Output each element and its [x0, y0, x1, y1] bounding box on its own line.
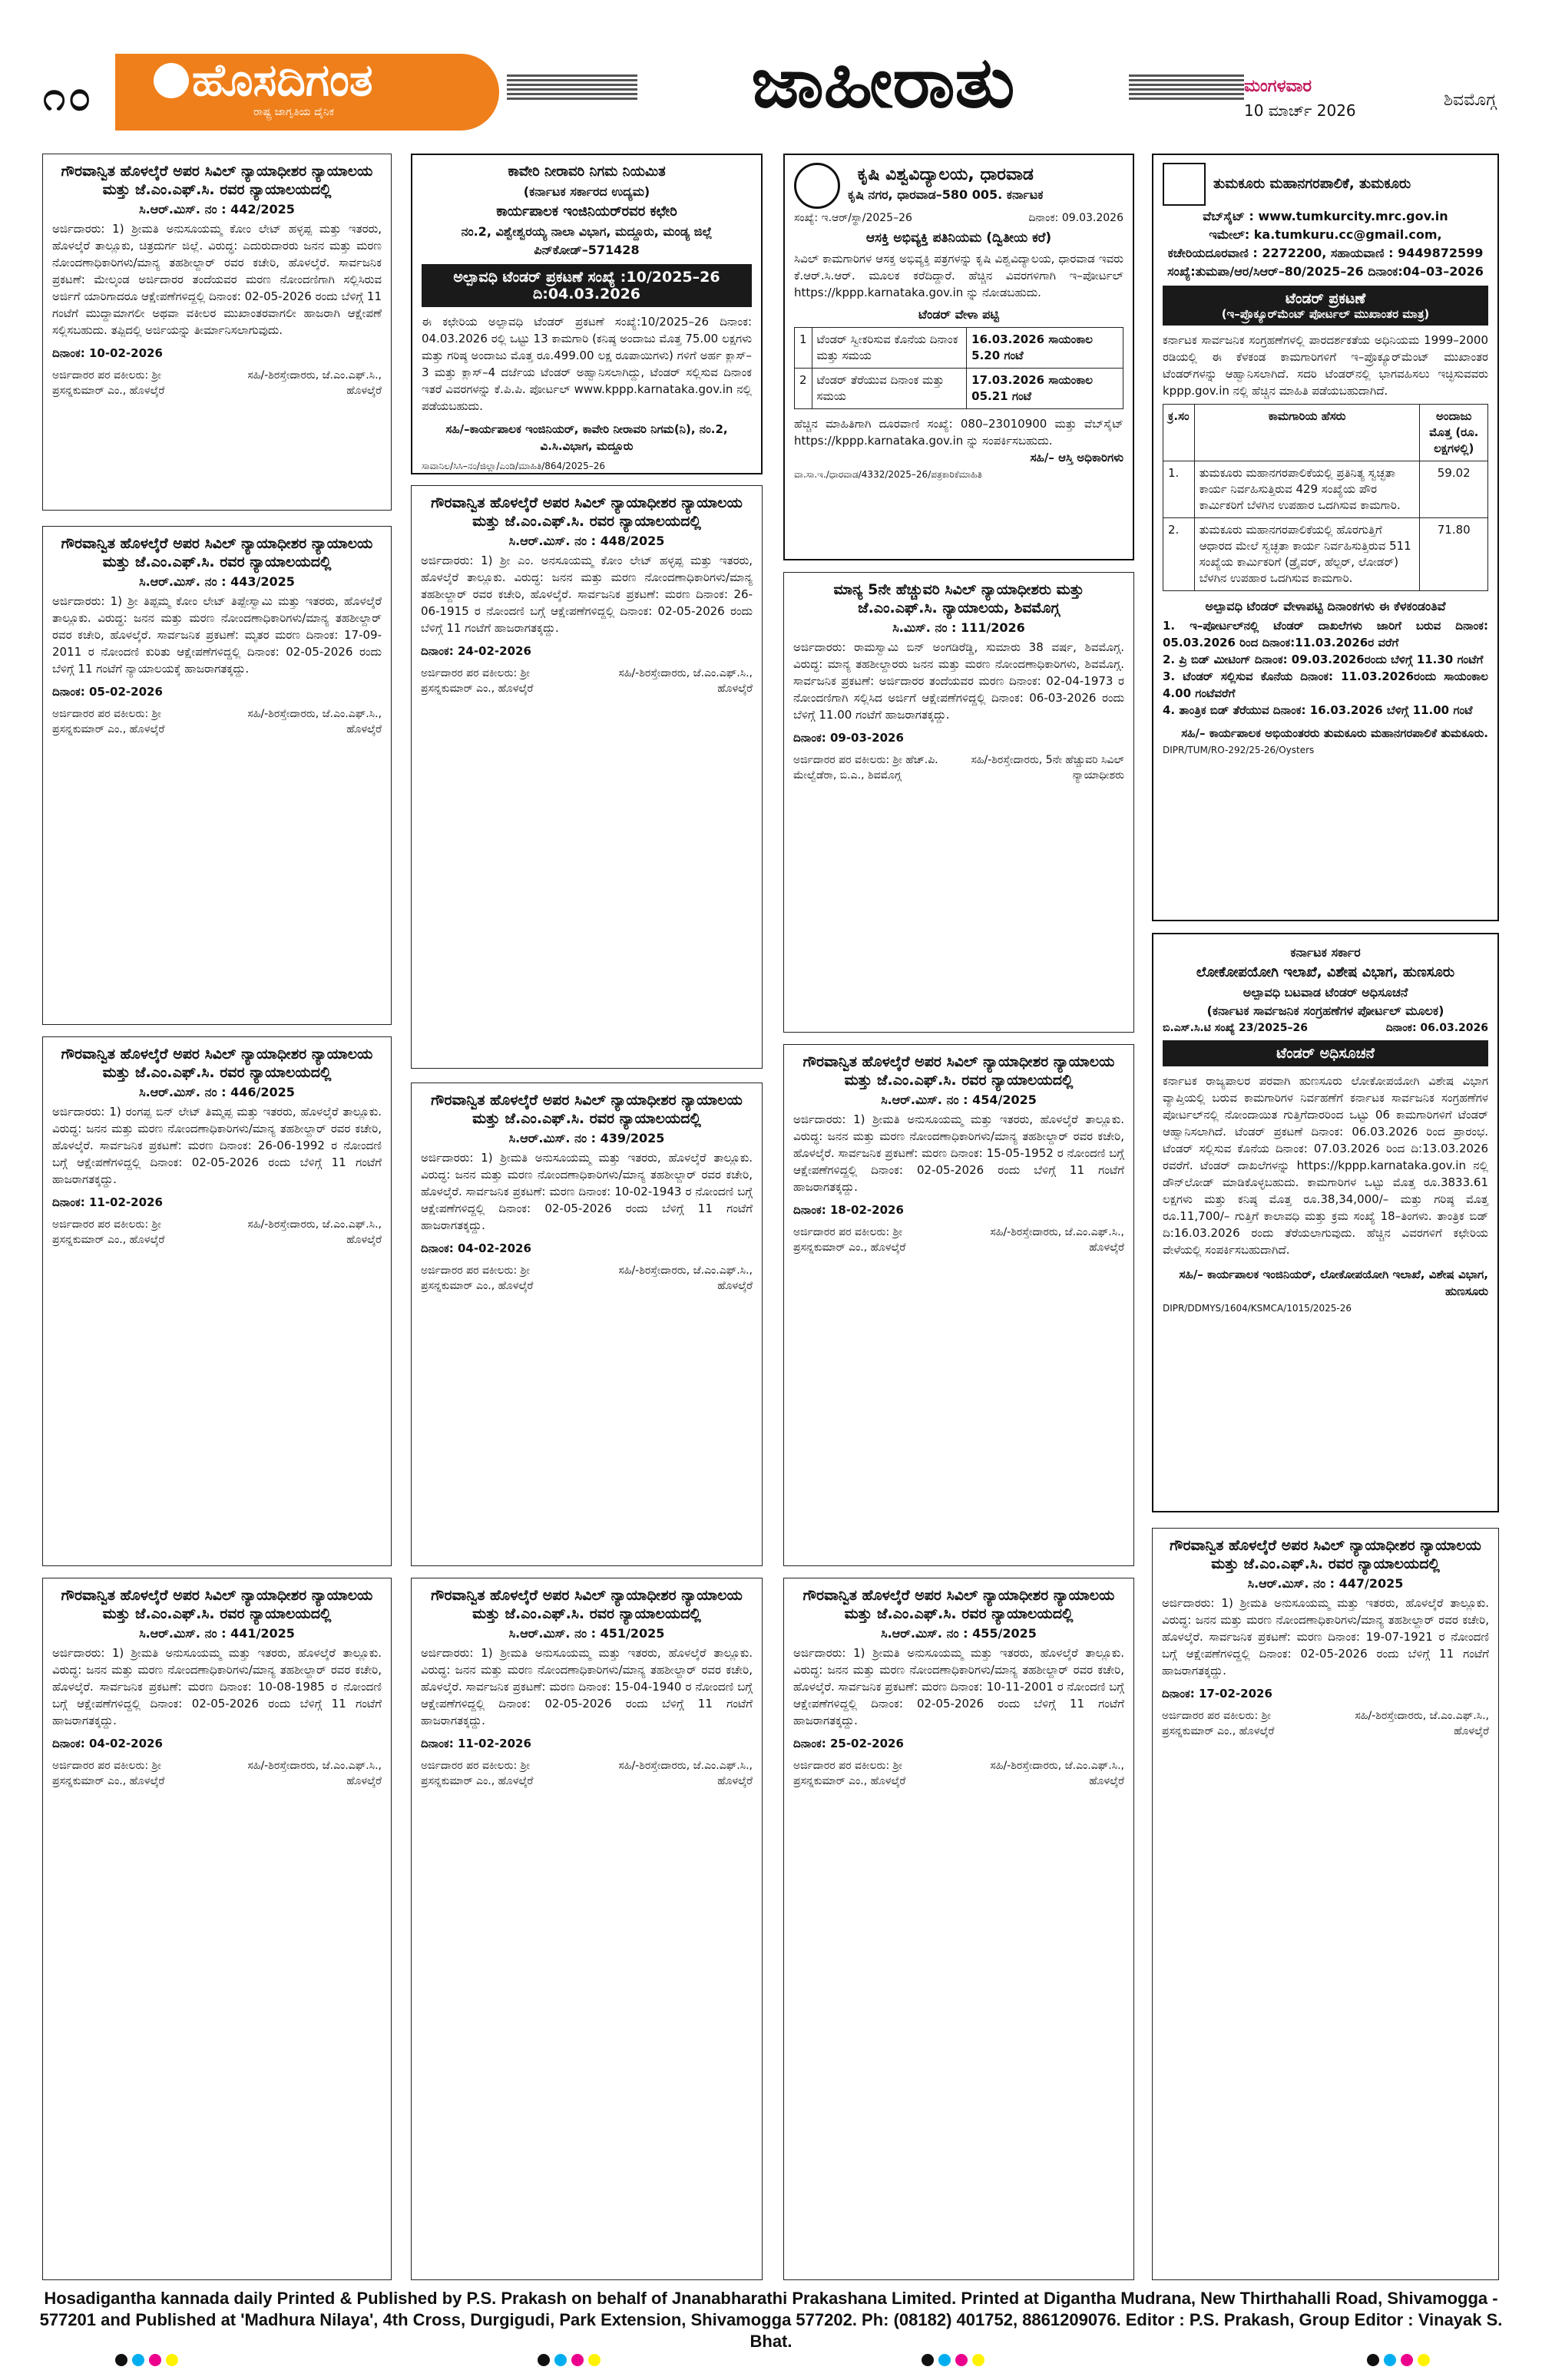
cauvery-tender-ad: [411, 154, 763, 474]
tender-bar: [1163, 286, 1488, 326]
court-notice: [42, 1578, 392, 2280]
reg-dot-icon: [149, 2354, 161, 2366]
notice-body: ಅರ್ಜಿದಾರರು: 1) ಶ್ರೀ ತಿಪ್ಪಮ್ಮ ಕೋಂ ಲೇಟ್ ತಿಪ್ಪೇಸ್ವಾಮಿ ಮತ್ತು ಇತರರು, ಹೊಳಲ್ಕೆರೆ ತಾಲ್ಲೂಕು. ವಿರುದ್ಧ: ಜನನ ಮತ್ತು ಮರಣ ನೋಂದಣಾಧಿಕಾರಿಗಳು/ಮಾನ್ಯ ತಹಶೀಲ್ದಾರ್ ರವರ ಕಚೇರಿ, ಹೊಳಲ್ಕೆರೆ. ಸಾರ್ವಜನಿಕ ಪ್ರಕಟಣೆ: ಮೃತರ ಮರಣ ದಿನಾಂಕ: 17-09-2011 ರ ನೋಂದಣಿ ಕುರಿತು ಆಕ್ಷೇಪಣೆಗಳಿದ್ದಲ್ಲಿ ದಿನಾಂಕ: 02-05-2026 ರಂದು ಬೆಳಿಗ್ಗೆ 11 ಗಂಟೆಗೆ ನ್ಯಾಯಾಲಯಕ್ಕೆ ಹಾಜರಾಗತಕ್ಕದ್ದು.: [52, 594, 382, 676]
university-name: ಕೃಷಿ ವಿಶ್ವವಿದ್ಯಾಲಯ, ಧಾರವಾಡ: [857, 165, 1034, 184]
court-name: ಗೌರವಾನ್ವಿತ ಹೊಳಲ್ಕೆರೆ ಅಪರ ಸಿವಿಲ್ ನ್ಯಾಯಾಧೀಶರ ನ್ಯಾಯಾಲಯ ಮತ್ತು ಜೆ.ಎಂ.ಎಫ್.ಸಿ. ರವರ ನ್ಯಾಯಾಲಯದಲ್ಲಿ: [431, 494, 743, 530]
ref-date: ದಿನಾಂಕ: 06.03.2026: [1385, 1022, 1488, 1034]
tender-signature: ಸಹಿ/–ಕಾರ್ಯಪಾಲಕ ಇಂಜಿನಿಯರ್, ಕಾವೇರಿ ನೀರಾವರಿ ನಿಗಮ(ನಿ), ನಂ.2, ವಿ.ಸಿ.ವಿಭಾಗ, ಮದ್ದೂರು: [445, 422, 728, 453]
corporation-name: ತುಮಕೂರು ಮಹಾನಗರಪಾಲಿಕೆ, ತುಮಕೂರು: [1213, 176, 1411, 192]
works-table: [1163, 404, 1488, 591]
court-notice: [411, 485, 763, 1069]
schedule-row: [795, 369, 1123, 409]
notice-date: ದಿನಾಂಕ: 04-02-2026: [52, 1737, 163, 1750]
corporation-emblem-icon: [1163, 163, 1206, 206]
case-number: ಸಿ.ಆರ್.ಮಿಸ್. ನಂ : 455/2025: [881, 1626, 1037, 1641]
court-name: ಗೌರವಾನ್ವಿತ ಹೊಳಲ್ಕೆರೆ ಅಪರ ಸಿವಿಲ್ ನ್ಯಾಯಾಧೀಶರ ನ್ಯಾಯಾಲಯ ಮತ್ತು ಜೆ.ಎಂ.ಎಫ್.ಸಿ. ರವರ ನ್ಯಾಯಾಲಯದಲ್ಲಿ: [431, 1587, 743, 1622]
signature-row: [793, 752, 1124, 783]
signature-row: [1162, 1708, 1489, 1739]
notice-date: ದಿನಾಂಕ: 25-02-2026: [793, 1737, 904, 1750]
signature: ಸಹಿ/– ಕಾರ್ಯಪಾಲಕ ಅಭಿಯಂತರರು ತುಮಕೂರು ಮಹಾನಗರಪಾಲಿಕೆ ತುಮಕೂರು.: [1181, 726, 1488, 740]
org-name: ಕಾವೇರಿ ನೀರಾವರಿ ನಿಗಮ ನಿಯಮಿತ: [508, 164, 666, 180]
works-cell: 59.02: [1420, 461, 1488, 518]
schedule-cell: 1: [795, 328, 812, 369]
schedule-title: ಅಲ್ಪಾವಧಿ ಟೆಂಡರ್ ವೇಳಾಪಟ್ಟಿ ದಿನಾಂಕಗಳು ಈ ಕೆಳಕಂಡಂತಿವೆ: [1205, 599, 1446, 613]
schedule-title: ಟೆಂಡರ್ ವೇಳಾ ಪಟ್ಟಿ: [918, 307, 999, 322]
notice-date: ದಿನಾಂಕ: 11-02-2026: [52, 1195, 163, 1209]
notice-date: ದಿನಾಂಕ: 18-02-2026: [793, 1203, 904, 1217]
signature: ಸಹಿ/– ಆಸ್ತಿ ಅಧಿಕಾರಿಗಳು: [1030, 451, 1123, 464]
notice-date: ದಿನಾಂಕ: 24-02-2026: [421, 644, 531, 658]
notice-date: ದಿನಾಂಕ: 10-02-2026: [52, 346, 163, 360]
case-number: ಸಿ.ಆರ್.ಮಿಸ್. ನಂ : 441/2025: [139, 1626, 295, 1641]
logo-tagline: ರಾಷ್ಟ್ರ ಜಾಗೃತಿಯ ದೈನಿಕ: [253, 106, 335, 118]
case-number: ಸಿ.ಆರ್.ಮಿಸ್. ನಂ : 443/2025: [139, 574, 295, 589]
advocate: ಅರ್ಜಿದಾರರ ಪರ ವಕೀಲರು: ಶ್ರೀ ಪ್ರಸನ್ನಕುಮಾರ್ ಎಂ., ಹೊಳಲ್ಕೆರೆ: [421, 667, 534, 695]
court-signature: ಸಹಿ/-ಶಿರಸ್ತೇದಾರರು, ಜೆ.ಎಂ.ಎಫ್.ಸಿ., ಹೊಳಲ್ಕೆರೆ: [1355, 1710, 1489, 1737]
phone: ಕಚೇರಿಯದೂರವಾಣಿ : 2272200, ಸಹಾಯವಾಣಿ : 9449872599: [1167, 246, 1484, 260]
advocate: ಅರ್ಜಿದಾರರ ಪರ ವಕೀಲರು: ಶ್ರೀ ಪ್ರಸನ್ನಕುಮಾರ್ ಎಂ., ಹೊಳಲ್ಕೆರೆ: [52, 1760, 165, 1787]
advocate: ಅರ್ಜಿದಾರರ ಪರ ವಕೀಲರು: ಶ್ರೀ ಪ್ರಸನ್ನಕುಮಾರ್ ಎಂ., ಹೊಳಲ್ಕೆರೆ: [793, 1760, 906, 1787]
works-header: ಕಾಮಗಾರಿಯ ಹೆಸರು: [1194, 405, 1420, 461]
court-notice: [411, 1578, 763, 2280]
case-number: ಸಿ.ಆರ್.ಮಿಸ್. ನಂ : 442/2025: [139, 202, 295, 217]
case-number: ಸಿ.ಆರ್.ಮಿಸ್. ನಂ : 448/2025: [508, 534, 665, 548]
advocate: ಅರ್ಜಿದಾರರ ಪರ ವಕೀಲರು: ಶ್ರೀ ಹೆಚ್.ಪಿ. ಮೇಲ್ವೆಡೆರಾ, ಬಿ.ಎ., ಶಿವಮೊಗ್ಗ: [793, 754, 938, 782]
notice-subtitle: ಆಸಕ್ತಿ ಅಭಿವ್ಯಕ್ತಿ ಪತಿನಿಯಮ (ದ್ವಿತೀಯ ಕರೆ): [865, 230, 1052, 246]
schedule-list: [1163, 617, 1488, 719]
logo-emblem-icon: [154, 63, 189, 98]
schedule-item: 4. ತಾಂತ್ರಿಕ ಬಿಡ್ ತೆರೆಯುವ ದಿನಾಂಕ: 16.03.2026 ಬೆಳಿಗ್ಗೆ 11.00 ಗಂಟೆ: [1163, 703, 1473, 717]
ref-number: ಬಿ.ಎಸ್.ಸಿ.ಟಿ ಸಂಖ್ಯೆ 23/2025–26: [1163, 1022, 1309, 1034]
works-cell: 71.80: [1420, 518, 1488, 591]
case-number: ಸಿ.ಆರ್.ಮಿಸ್. ನಂ : 446/2025: [139, 1085, 295, 1099]
schedule-cell: 17.03.2026 ಸಾಯಂಕಾಲ 05.21 ಗಂಟೆ: [967, 369, 1123, 409]
case-number: ಸಿ.ಆರ್.ಮಿಸ್. ನಂ : 447/2025: [1247, 1576, 1404, 1591]
ref-number: ಸಂಖ್ಯೆ: ಇ.ಆರ್/ಸ್ಥಾ/2025–26: [794, 212, 912, 224]
ref-date: ದಿನಾಂಕ: 09.03.2026: [1028, 212, 1123, 224]
court-signature: ಸಹಿ/-ಶಿರಸ್ತೇದಾರರು, ಜೆ.ಎಂ.ಎಫ್.ಸಿ., ಹೊಳಲ್ಕೆರೆ: [618, 667, 753, 695]
tender-bar-title: ಟೆಂಡರ್ ಪ್ರಕಟಣೆ: [1285, 290, 1366, 307]
university-seal-icon: [794, 163, 840, 209]
notice-date: ದಿನಾಂಕ: 17-02-2026: [1162, 1687, 1272, 1701]
masthead: [0, 0, 1542, 131]
weekday: ಮಂಗಳವಾರ: [1244, 77, 1312, 96]
notice-body: ಅರ್ಜಿದಾರರು: 1) ಶ್ರೀಮತಿ ಅನುಸೂಯಮ್ಮ ಕೋಂ ಲೇಟ್ ಹಳ್ಳಪ್ಪ ಮತ್ತು ಇತರರು, ಹೊಳಲ್ಕೆರೆ ತಾಲ್ಲೂಕು, ಚಿತ್ರದುರ್ಗ ಜಿಲ್ಲೆ. ವಿರುದ್ಧ: ಎದುರುದಾರರು ಜನನ ಮತ್ತು ಮರಣ ನೋಂದಣಾಧಿಕಾರಿಗಳು/ಮಾನ್ಯ ತಹಶೀಲ್ದಾರ್ ರವರ ಕಚೇರಿ, ಹೊಳಲ್ಕೆರೆ. ಸಾರ್ವಜನಿಕ ಪ್ರಕಟಣೆ: ಮೇಲ್ಕಂಡ ಅರ್ಜಿದಾರರ ತಂದೆಯವರ ಮರಣ ನೋಂದಣಿಗಾಗಿ ಸಲ್ಲಿಸಿರುವ ಅರ್ಜಿಗೆ ಯಾರಿಗಾದರೂ ಆಕ್ಷೇಪಣೆಗಳಿದ್ದಲ್ಲಿ ದಿನಾಂಕ: 02-05-2026 ರಂದು ಬೆಳಿಗ್ಗೆ 11 ಗಂಟೆಗೆ ಮುದ್ದಾಮಾಗಲೀ ಅಥವಾ ವಕೀಲರ ಮುಖಾಂತರವಾಗಲೀ ಹಾಜರಾಗಿ ಆಕ್ಷೇಪಣೆ ಸಲ್ಲಿಸಬಹುದು. ತಪ್ಪಿದಲ್ಲಿ ಅರ್ಜಿಯನ್ನು ತೀರ್ಮಾನಿಸಲಾಗುವುದು.: [52, 222, 382, 337]
portal-note: (ಕರ್ನಾಟಕ ಸಾರ್ವಜನಿಕ ಸಂಗ್ರಹಣೆಗಳ ಪೋರ್ಟಲ್ ಮೂಲಕ): [1206, 1003, 1444, 1018]
edition-city: ಶಿವಮೊಗ್ಗ: [1444, 91, 1497, 110]
court-name: ಗೌರವಾನ್ವಿತ ಹೊಳಲ್ಕೆರೆ ಅಪರ ಸಿವಿಲ್ ನ್ಯಾಯಾಧೀಶರ ನ್ಯಾಯಾಲಯ ಮತ್ತು ಜೆ.ಎಂ.ಎಫ್.ಸಿ. ರವರ ನ್ಯಾಯಾಲಯದಲ್ಲಿ: [61, 535, 373, 570]
advocate: ಅರ್ಜಿದಾರರ ಪರ ವಕೀಲರು: ಶ್ರೀ ಪ್ರಸನ್ನಕುಮಾರ್ ಎಂ., ಹೊಳಲ್ಕೆರೆ: [421, 1264, 534, 1292]
notice-body: ಅರ್ಜಿದಾರರು: 1) ಶ್ರೀ ಎಂ. ಅನಸೂಯಮ್ಮ ಕೋಂ ಲೇಟ್ ಹಳ್ಳಪ್ಪ ಮತ್ತು ಇತರರು, ಹೊಳಲ್ಕೆರೆ ತಾಲ್ಲೂಕು. ವಿರುದ್ಧ: ಜನನ ಮತ್ತು ಮರಣ ನೋಂದಣಾಧಿಕಾರಿಗಳು/ಮಾನ್ಯ ತಹಶೀಲ್ದಾರ್ ರವರ ಕಚೇರಿ, ಹೊಳಲ್ಕೆರೆ. ಸಾರ್ವಜನಿಕ ಪ್ರಕಟಣೆ: ಮರಣ ದಿನಾಂಕ: 26-06-1915 ರ ನೋಂದಣಿ ಬಗ್ಗೆ ಆಕ್ಷೇಪಣೆಗಳಿದ್ದಲ್ಲಿ ದಿನಾಂಕ: 02-05-2026 ರಂದು ಬೆಳಿಗ್ಗೆ 11 ಗಂಟೆಗೆ ಹಾಜರಾಗತಕ್ಕದ್ದು.: [421, 554, 753, 635]
dipr-ref: DIPR/DDMYS/1604/KSMCA/1015/2025-26: [1163, 1303, 1352, 1314]
court-signature: ಸಹಿ/-ಶಿರಸ್ತೇದಾರರು, ಜೆ.ಎಂ.ಎಫ್.ಸಿ., ಹೊಳಲ್ಕೆರೆ: [247, 1760, 382, 1787]
dipr-ref: DIPR/TUM/RO-292/25-26/Oysters: [1163, 745, 1315, 755]
notice-date: ದಿನಾಂಕ: 11-02-2026: [421, 1737, 531, 1750]
notice-body: ಅರ್ಜಿದಾರರು: 1) ಶ್ರೀಮತಿ ಅನುಸೂಯಮ್ಮ ಮತ್ತು ಇತರರು, ಹೊಳಲ್ಕೆರೆ ತಾಲ್ಲೂಕು. ವಿರುದ್ಧ: ಜನನ ಮತ್ತು ಮರಣ ನೋಂದಣಾಧಿಕಾರಿಗಳು/ಮಾನ್ಯ ತಹಶೀಲ್ದಾರ್ ರವರ ಕಚೇರಿ, ಹೊಳಲ್ಕೆರೆ. ಸಾರ್ವಜನಿಕ ಪ್ರಕಟಣೆ: ಮರಣ ದಿನಾಂಕ: 10-02-1943 ರ ನೋಂದಣಿ ಬಗ್ಗೆ ಆಕ್ಷೇಪಣೆಗಳಿದ್ದಲ್ಲಿ ದಿನಾಂಕ: 02-05-2026 ರಂದು ಬೆಳಿಗ್ಗೆ 11 ಗಂಟೆಗೆ ಹಾಜರಾಗತಕ್ಕದ್ದು.: [421, 1151, 753, 1232]
reg-dot-icon: [1418, 2354, 1430, 2366]
court-signature: ಸಹಿ/-ಶಿರಸ್ತೇದಾರರು, ಜೆ.ಎಂ.ಎಫ್.ಸಿ., ಹೊಳಲ್ಕೆರೆ: [990, 1760, 1124, 1787]
signature-row: [793, 1225, 1124, 1255]
court-notice: [42, 154, 392, 511]
notice-body: ಅರ್ಜಿದಾರರು: 1) ಶ್ರೀಮತಿ ಅನುಸೂಯಮ್ಮ ಮತ್ತು ಇತರರು, ಹೊಳಲ್ಕೆರೆ ತಾಲ್ಲೂಕು. ವಿರುದ್ಧ: ಜನನ ಮತ್ತು ಮರಣ ನೋಂದಣಾಧಿಕಾರಿಗಳು/ಮಾನ್ಯ ತಹಶೀಲ್ದಾರ್ ರವರ ಕಚೇರಿ, ಹೊಳಲ್ಕೆರೆ. ಸಾರ್ವಜನಿಕ ಪ್ರಕಟಣೆ: ಮರಣ ದಿನಾಂಕ: 10-08-1985 ರ ನೋಂದಣಿ ಬಗ್ಗೆ ಆಕ್ಷೇಪಣೆಗಳಿದ್ದಲ್ಲಿ ದಿನಾಂಕ: 02-05-2026 ರಂದು ಬೆಳಿಗ್ಗೆ 11 ಗಂಟೆಗೆ ಹಾಜರಾಗತಕ್ಕದ್ದು.: [52, 1646, 382, 1727]
page-number: ೧೦: [43, 74, 94, 120]
signature-row: [52, 1217, 382, 1248]
reg-dot-icon: [166, 2354, 178, 2366]
court-signature: ಸಹಿ/-ಶಿರಸ್ತೇದಾರರು, 5ನೇ ಹೆಚ್ಚುವರಿ ಸಿವಿಲ್ ನ್ಯಾಯಾಧೀಶರು: [971, 754, 1124, 782]
schedule-table: [794, 327, 1123, 409]
reg-dot-icon: [1401, 2354, 1413, 2366]
court-signature: ಸಹಿ/-ಶಿರಸ್ತೇದಾರರು, ಜೆ.ಎಂ.ಎಫ್.ಸಿ., ಹೊಳಲ್ಕೆರೆ: [247, 1218, 382, 1246]
court-notice: [783, 1578, 1134, 2280]
works-cell: 2.: [1163, 518, 1195, 591]
tender-body: ಕರ್ನಾಟಕ ರಾಜ್ಯಪಾಲರ ಪರವಾಗಿ ಹುಣಸೂರು ಲೋಕೋಪಯೋಗಿ ವಿಶೇಷ ವಿಭಾಗ ವ್ಯಾಪ್ತಿಯಲ್ಲಿ ಬರುವ ಕಾಮಗಾರಿಗಳ ನಿರ್ವಹಣೆಗೆ ಕರ್ನಾಟಕ ಸಾರ್ವಜನಿಕ ಸಂಗ್ರಹಣೆಗಳ ಪೋರ್ಟಲ್‌ನಲ್ಲಿ ನೋಂದಾಯಿತ ಗುತ್ತಿಗೆದಾರರಿಂದ ಒಟ್ಟು 06 ಕಾಮಗಾರಿಗಳಿಗೆ ಟೆಂಡರ್ ಆಹ್ವಾನಿಸಲಾಗಿದೆ. ಟೆಂಡರ್ ಪ್ರಕಟಣೆ ದಿನಾಂಕ: 06.03.2026 ರಿಂದ ಪ್ರಾರಂಭ. ಟೆಂಡರ್ ಸಲ್ಲಿಸುವ ಕೊನೆಯ ದಿನಾಂಕ: 07.03.2026 ರಿಂದ ದಿ:13.03.2026 ರವರೆಗೆ. ಟೆಂಡರ್ ದಾಖಲೆಗಳನ್ನು https://kppp.karnataka.gov.in ನಲ್ಲಿ ಡೌನ್‌ಲೋಡ್ ಮಾಡಿಕೊಳ್ಳಬಹುದು. ಕಾಮಗಾರಿಗಳ ಒಟ್ಟು ಮೊತ್ತ ರೂ.3833.61 ಲಕ್ಷಗಳು ಮತ್ತು ಕನಿಷ್ಠ ಮೊತ್ತ ರೂ.38,34,000/– ಮತ್ತು ಗರಿಷ್ಠ ಮೊತ್ತ ರೂ.11,700/– ಗುತ್ತಿಗೆ ಕಾಲಾವಧಿ ಮತ್ತು ಕ್ರಮ ಸಂಖ್ಯೆ 18–ತಿಂಗಳು. ತಾಂತ್ರಿಕ ಬಿಡ್ ದಿ:16.03.2026 ರಂದು ತೆರೆಯಲಾಗುವುದು. ಹೆಚ್ಚಿನ ವಿವರಗಳಿಗೆ ಕಛೇರಿಯ ವೇಳೆಯಲ್ಲಿ ಸಂಪರ್ಕಿಸಬಹುದಾಗಿದೆ.: [1163, 1074, 1488, 1257]
reg-dot-icon: [1384, 2354, 1396, 2366]
works-header: ಕ್ರ.ಸಂ: [1163, 405, 1195, 461]
reg-dot-icon: [972, 2354, 984, 2366]
signature-row: [421, 666, 753, 696]
court-name: ಗೌರವಾನ್ವಿತ ಹೊಳಲ್ಕೆರೆ ಅಪರ ಸಿವಿಲ್ ನ್ಯಾಯಾಧೀಶರ ನ್ಯಾಯಾಲಯ ಮತ್ತು ಜೆ.ಎಂ.ಎಫ್.ಸಿ. ರವರ ನ್ಯಾಯಾಲಯದಲ್ಲಿ: [61, 163, 373, 198]
court-notice: [42, 1036, 392, 1566]
reg-dot-icon: [938, 2354, 951, 2366]
works-header: ಅಂದಾಜು ಮೊತ್ತ (ರೂ. ಲಕ್ಷಗಳಲ್ಲಿ): [1420, 405, 1488, 461]
court-notice: [411, 1083, 763, 1566]
schedule-cell: ಟೆಂಡರ್ ಸ್ವೀಕರಿಸುವ ಕೊನೆಯ ದಿನಾಂಕ ಮತ್ತು ಸಮಯ: [812, 328, 967, 369]
office-address: ನಂ.2, ವಿಶ್ವೇಶ್ವರಯ್ಯ ನಾಲಾ ವಿಭಾಗ, ಮದ್ದೂರು, ಮಂಡ್ಯ ಜಿಲ್ಲೆ: [461, 224, 713, 239]
court-name: ಗೌರವಾನ್ವಿತ ಹೊಳಲ್ಕೆರೆ ಅಪರ ಸಿವಿಲ್ ನ್ಯಾಯಾಧೀಶರ ನ್ಯಾಯಾಲಯ ಮತ್ತು ಜೆ.ಎಂ.ಎಫ್.ಸಿ. ರವರ ನ್ಯಾಯಾಲಯದಲ್ಲಿ: [802, 1053, 1115, 1089]
signature-row: [52, 368, 382, 398]
email: ಇಮೇಲ್: ka.tumkuru.cc@gmail.com,: [1209, 227, 1442, 242]
court-name: ಮಾನ್ಯ 5ನೇ ಹೆಚ್ಚುವರಿ ಸಿವಿಲ್ ನ್ಯಾಯಾಧೀಶರು ಮತ್ತು ಜೆ.ಎಂ.ಎಫ್.ಸಿ. ನ್ಯಾಯಾಲಯ, ಶಿವಮೊಗ್ಗ: [833, 581, 1084, 616]
dipr-ref: ವಾ.ಸಾ.ಇ./ಧಾರವಾಡ/4332/2025–26/ಪತ್ರಕಾರಿಕೆಮಾಹಿತಿ: [794, 469, 982, 480]
govt-label: ಕರ್ನಾಟಕ ಸರ್ಕಾರ: [1290, 945, 1361, 960]
notice-body: ಅರ್ಜಿದಾರರು: 1) ಶ್ರೀಮತಿ ಅನುಸೂಯಮ್ಮ ಮತ್ತು ಇತರರು, ಹೊಳಲ್ಕೆರೆ ತಾಲ್ಲೂಕು. ವಿರುದ್ಧ: ಜನನ ಮತ್ತು ಮರಣ ನೋಂದಣಾಧಿಕಾರಿಗಳು/ಮಾನ್ಯ ತಹಶೀಲ್ದಾರ್ ರವರ ಕಚೇರಿ, ಹೊಳಲ್ಕೆರೆ. ಸಾರ್ವಜನಿಕ ಪ್ರಕಟಣೆ: ಮರಣ ದಿನಾಂಕ: 15-04-1940 ರ ನೋಂದಣಿ ಬಗ್ಗೆ ಆಕ್ಷೇಪಣೆಗಳಿದ್ದಲ್ಲಿ ದಿನಾಂಕ: 02-05-2026 ರಂದು ಬೆಳಿಗ್ಗೆ 11 ಗಂಟೆಗೆ ಹಾಜರಾಗತಕ್ಕದ್ದು.: [421, 1646, 753, 1727]
notice-date: ದಿನಾಂಕ: 09-03-2026: [793, 731, 904, 745]
department-name: ಲೋಕೋಪಯೋಗಿ ಇಲಾಖೆ, ವಿಶೇಷ ವಿಭಾಗ, ಹುಣಸೂರು: [1196, 964, 1455, 980]
website: ವೆಬ್‌ಸೈಟ್ : www.tumkurcity.mrc.gov.in: [1203, 209, 1448, 223]
issue-date: 10 ಮಾರ್ಚ್ 2026: [1244, 101, 1356, 120]
page-title: ಜಾಹೀರಾತು: [637, 45, 1129, 121]
schedule-item: 2. ಪ್ರಿ ಬಿಡ್ ಮೀಟಿಂಗ್ ದಿನಾಂಕ: 09.03.2026ರಂದು ಬೆಳಿಗ್ಗೆ 11.30 ಗಂಟೆಗೆ: [1163, 653, 1484, 666]
advocate: ಅರ್ಜಿದಾರರ ಪರ ವಕೀಲರು: ಶ್ರೀ ಪ್ರಸನ್ನಕುಮಾರ್ ಎಂ., ಹೊಳಲ್ಕೆರೆ: [1162, 1710, 1275, 1737]
tender-bar: ಟೆಂಡರ್ ಅಧಿಸೂಚನೆ: [1163, 1040, 1488, 1066]
works-row: [1163, 518, 1488, 591]
notice-body: ಅರ್ಜಿದಾರರು: 1) ಶ್ರೀಮತಿ ಅನುಸೂಯಮ್ಮ ಮತ್ತು ಇತರರು, ಹೊಳಲ್ಕೆರೆ ತಾಲ್ಲೂಕು. ವಿರುದ್ಧ: ಜನನ ಮತ್ತು ಮರಣ ನೋಂದಣಾಧಿಕಾರಿಗಳು/ಮಾನ್ಯ ತಹಶೀಲ್ದಾರ್ ರವರ ಕಚೇರಿ, ಹೊಳಲ್ಕೆರೆ. ಸಾರ್ವಜನಿಕ ಪ್ರಕಟಣೆ: ಮರಣ ದಿನಾಂಕ: 15-05-1952 ರ ನೋಂದಣಿ ಬಗ್ಗೆ ಆಕ್ಷೇಪಣೆಗಳಿದ್ದಲ್ಲಿ ದಿನಾಂಕ: 02-05-2026 ರಂದು ಬೆಳಿಗ್ಗೆ 11 ಗಂಟೆಗೆ ಹಾಜರಾಗತಕ್ಕದ್ದು.: [793, 1112, 1124, 1194]
advocate: ಅರ್ಜಿದಾರರ ಪರ ವಕೀಲರು: ಶ್ರೀ ಪ್ರಸನ್ನಕುಮಾರ್ ಎಂ., ಹೊಳಲ್ಕೆರೆ: [421, 1760, 534, 1787]
signature-row: [52, 706, 382, 737]
court-name: ಗೌರವಾನ್ವಿತ ಹೊಳಲ್ಕೆರೆ ಅಪರ ಸಿವಿಲ್ ನ್ಯಾಯಾಧೀಶರ ನ್ಯಾಯಾಲಯ ಮತ್ತು ಜೆ.ಎಂ.ಎಫ್.ಸಿ. ರವರ ನ್ಯಾಯಾಲಯದಲ್ಲಿ: [61, 1046, 373, 1081]
advocate: ಅರ್ಜಿದಾರರ ಪರ ವಕೀಲರು: ಶ್ರೀ ಪ್ರಸನ್ನಕುಮಾರ್ ಎಂ., ಹೊಳಲ್ಕೆರೆ: [52, 708, 165, 735]
tender-bar: ಅಲ್ಪಾವಧಿ ಟೆಂಡರ್ ಪ್ರಕಟಣೆ ಸಂಖ್ಯೆ :10/2025–26 ದಿ:04.03.2026: [422, 264, 752, 307]
court-signature: ಸಹಿ/-ಶಿರಸ್ತೇದಾರರು, ಜೆ.ಎಂ.ಎಫ್.ಸಿ., ಹೊಳಲ್ಕೆರೆ: [990, 1226, 1124, 1254]
signature-row: [421, 1263, 753, 1294]
advocate: ಅರ್ಜಿದಾರರ ಪರ ವಕೀಲರು: ಶ್ರೀ ಪ್ರಸನ್ನಕುಮಾರ್ ಎಂ., ಹೊಳಲ್ಕೆರೆ: [793, 1226, 906, 1254]
court-name: ಗೌರವಾನ್ವಿತ ಹೊಳಲ್ಕೆರೆ ಅಪರ ಸಿವಿಲ್ ನ್ಯಾಯಾಧೀಶರ ನ್ಯಾಯಾಲಯ ಮತ್ತು ಜೆ.ಎಂ.ಎಫ್.ಸಿ. ರವರ ನ್ಯಾಯಾಲಯದಲ್ಲಿ: [802, 1587, 1115, 1622]
notice-body: ಸಿವಿಲ್ ಕಾಮಗಾರಿಗಳ ಆಸಕ್ತ ಅಭಿವ್ಯಕ್ತಿ ಪತ್ರಗಳನ್ನು ಕೃಷಿ ವಿಶ್ವವಿದ್ಯಾಲಯ, ಧಾರವಾಡ ಇವರು ಕೆ.ಆರ್.ಸಿ.ಆರ್. ಮೂಲಕ ಕರೆದಿದ್ದಾರೆ. ಹೆಚ್ಚಿನ ವಿವರಗಳಿಗಾಗಿ ಇ–ಪೋರ್ಟಲ್ https://kppp.karnataka.gov.in ನ್ನು ನೋಡಬಹುದು.: [794, 252, 1123, 299]
court-name: ಗೌರವಾನ್ವಿತ ಹೊಳಲ್ಕೆರೆ ಅಪರ ಸಿವಿಲ್ ನ್ಯಾಯಾಧೀಶರ ನ್ಯಾಯಾಲಯ ಮತ್ತು ಜೆ.ಎಂ.ಎಫ್.ಸಿ. ರವರ ನ್ಯಾಯಾಲಯದಲ್ಲಿ: [1170, 1537, 1481, 1572]
court-name: ಗೌರವಾನ್ವಿತ ಹೊಳಲ್ಕೆರೆ ಅಪರ ಸಿವಿಲ್ ನ್ಯಾಯಾಧೀಶರ ನ್ಯಾಯಾಲಯ ಮತ್ತು ಜೆ.ಎಂ.ಎಫ್.ಸಿ. ರವರ ನ್ಯಾಯಾಲಯದಲ್ಲಿ: [431, 1092, 743, 1127]
newspaper-logo: ಹೊಸದಿಗಂತ: [192, 54, 373, 106]
notice-date: ದಿನಾಂಕ: 04-02-2026: [421, 1241, 531, 1255]
court-notice: [783, 1044, 1134, 1566]
advocate: ಅರ್ಜಿದಾರರ ಪರ ವಕೀಲರು: ಶ್ರೀ ಪ್ರಸನ್ನಕುಮಾರ್ ಎಂ., ಹೊಳಲ್ಕೆರೆ: [52, 1218, 165, 1246]
court-notice: [1152, 1528, 1499, 2280]
reg-dot-icon: [1367, 2354, 1379, 2366]
schedule-cell: ಟೆಂಡರ್ ತೆರೆಯುವ ದಿನಾಂಕ ಮತ್ತು ಸಮಯ: [812, 369, 967, 409]
tender-body: ಕರ್ನಾಟಕ ಸಾರ್ವಜನಿಕ ಸಂಗ್ರಹಣೆಗಳಲ್ಲಿ ಪಾರದರ್ಶಕತೆಯ ಅಧಿನಿಯಮ 1999–2000 ರಡಿಯಲ್ಲಿ ಈ ಕೆಳಕಂಡ ಕಾಮಗಾರಿಗಳಿಗೆ ಇ–ಪ್ರೊಕ್ಯೂರ್‌ಮೆಂಟ್ ಮುಖಾಂತರ ಟೆಂಡರ್‌ಗಳನ್ನು ಆಹ್ವಾನಿಸಲಾಗಿದೆ. ಸದರಿ ಟೆಂಡರ್‌ನಲ್ಲಿ ಭಾಗವಹಿಸಲು ಇಚ್ಛಿಸುವವರು kppp.gov.in ನಲ್ಲಿ ಹೆಚ್ಚಿನ ಮಾಹಿತಿ ಪಡೆಯಬಹುದಾಗಿದೆ.: [1163, 333, 1488, 398]
contact-info: ಹೆಚ್ಚಿನ ಮಾಹಿತಿಗಾಗಿ ದೂರವಾಣಿ ಸಂಖ್ಯೆ: 080–23010900 ಮತ್ತು ವೆಬ್‌ಸೈಟ್ https://kppp.karnataka.gov.in ನ್ನು ಸಂಪರ್ಕಿಸಬಹುದು.: [794, 417, 1123, 448]
reg-dot-icon: [115, 2354, 127, 2366]
court-name: ಗೌರವಾನ್ವಿತ ಹೊಳಲ್ಕೆರೆ ಅಪರ ಸಿವಿಲ್ ನ್ಯಾಯಾಧೀಶರ ನ್ಯಾಯಾಲಯ ಮತ್ತು ಜೆ.ಎಂ.ಎಫ್.ಸಿ. ರವರ ನ್ಯಾಯಾಲಯದಲ್ಲಿ: [61, 1587, 373, 1622]
reg-dot-icon: [922, 2354, 934, 2366]
works-cell: ತುಮಕೂರು ಮಹಾನಗರಪಾಲಿಕೆಯಲ್ಲಿ ಪ್ರತಿನಿತ್ಯ ಸ್ವಚ್ಛತಾ ಕಾರ್ಯ ನಿರ್ವಹಿಸುತ್ತಿರುವ 429 ಸಂಖ್ಯೆಯ ಪೌರ ಕಾರ್ಮಿಕರಿಗೆ ಬೆಳಗಿನ ಉಪಹಾರ ಒದಗಿಸುವ ಕಾಮಗಾರಿ.: [1194, 461, 1420, 518]
tender-bar-sub: (ಇ–ಪ್ರೊಕ್ಯೂರ್‌ಮೆಂಟ್ ಪೋರ್ಟಲ್ ಮುಖಾಂತರ ಮಾತ್ರ): [1221, 307, 1430, 321]
notice-date: ದಿನಾಂಕ: 05-02-2026: [52, 685, 163, 699]
tender-body: ಈ ಕಛೇರಿಯ ಅಲ್ಪಾವಧಿ ಟೆಂಡರ್ ಪ್ರಕಟಣೆ ಸಂಖ್ಯೆ:10/2025–26 ದಿನಾಂಕ: 04.03.2026 ರಲ್ಲಿ ಒಟ್ಟು 13 ಕಾಮಗಾರಿ (ಕನಿಷ್ಠ ಅಂದಾಜು ಮೊತ್ತ 75.00 ಲಕ್ಷಗಳು ಮತ್ತು ಗರಿಷ್ಠ ಅಂದಾಜು ಮೊತ್ತ ರೂ.499.00 ಲಕ್ಷ ರೂಪಾಯಿಗಳು) ಗಳಿಗೆ ಅರ್ಹ ಕ್ಲಾಸ್–3 ಮತ್ತು ಕ್ಲಾಸ್–4 ದರ್ಜೆಯ ಟೆಂಡರ್ ಅಹ್ವಾನಿಸಲಾಗಿದ್ದು, ಟೆಂಡರ್ ಸಲ್ಲಿಸುವ ದಿನಾಂಕ ಇತರೆ ವಿವರಗಳನ್ನು ಕೆ.ಪಿ.ಪಿ. ಪೋರ್ಟಲ್ www.kppp.karnataka.gov.in ನಲ್ಲಿ ಪಡೆಯಬಹುದು.: [422, 315, 752, 413]
notice-body: ಅರ್ಜಿದಾರರು: 1) ರಂಗಪ್ಪ ಬಿನ್ ಲೇಟ್ ತಿಮ್ಮಪ್ಪ ಮತ್ತು ಇತರರು, ಹೊಳಲ್ಕೆರೆ ತಾಲ್ಲೂಕು. ವಿರುದ್ಧ: ಜನನ ಮತ್ತು ಮರಣ ನೋಂದಣಾಧಿಕಾರಿಗಳು/ಮಾನ್ಯ ತಹಶೀಲ್ದಾರ್ ರವರ ಕಚೇರಿ, ಹೊಳಲ್ಕೆರೆ. ಸಾರ್ವಜನಿಕ ಪ್ರಕಟಣೆ: ಮರಣ ದಿನಾಂಕ: 26-06-1992 ರ ನೋಂದಣಿ ಬಗ್ಗೆ ಆಕ್ಷೇಪಣೆಗಳಿದ್ದಲ್ಲಿ ದಿನಾಂಕ: 02-05-2026 ರಂದು ಬೆಳಿಗ್ಗೆ 11 ಗಂಟೆಗೆ ಹಾಜರಾಗತಕ್ಕದ್ದು.: [52, 1105, 382, 1186]
court-signature: ಸಹಿ/-ಶಿರಸ್ತೇದಾರರು, ಜೆ.ಎಂ.ಎಫ್.ಸಿ., ಹೊಳಲ್ಕೆರೆ: [618, 1760, 753, 1787]
case-number: ಸಿ.ಆರ್.ಮಿಸ್. ನಂ : 454/2025: [881, 1092, 1037, 1107]
advocate: ಅರ್ಜಿದಾರರ ಪರ ವಕೀಲರು: ಶ್ರೀ ಪ್ರಸನ್ನಕುಮಾರ್ ಎಂ., ಹೊಳಲ್ಕೆರೆ: [52, 369, 165, 397]
works-cell: ತುಮಕೂರು ಮಹಾನಗರಪಾಲಿಕೆಯಲ್ಲಿ ಹೊರಗುತ್ತಿಗೆ ಆಧಾರದ ಮೇಲೆ ಸ್ವಚ್ಛತಾ ಕಾರ್ಯ ನಿರ್ವಹಿಸುತ್ತಿರುವ 511 ಸಂಖ್ಯೆಯ ಕಾರ್ಮಿಕರಿಗೆ (ಡ್ರೈವರ್, ಹೆಲ್ಪರ್, ಲೋಡರ್) ಬೆಳಗಿನ ಉಪಹಾರ ಒದಗಿಸುವ ಕಾಮಗಾರಿ.: [1194, 518, 1420, 591]
notice-body: ಅರ್ಜಿದಾರರು: 1) ಶ್ರೀಮತಿ ಅನುಸೂಯಮ್ಮ ಮತ್ತು ಇತರರು, ಹೊಳಲ್ಕೆರೆ ತಾಲ್ಲೂಕು. ವಿರುದ್ಧ: ಜನನ ಮತ್ತು ಮರಣ ನೋಂದಣಾಧಿಕಾರಿಗಳು/ಮಾನ್ಯ ತಹಶೀಲ್ದಾರ್ ರವರ ಕಚೇರಿ, ಹೊಳಲ್ಕೆರೆ. ಸಾರ್ವಜನಿಕ ಪ್ರಕಟಣೆ: ಮರಣ ದಿನಾಂಕ: 19-07-1921 ರ ನೋಂದಣಿ ಬಗ್ಗೆ ಆಕ್ಷೇಪಣೆಗಳಿದ್ದಲ್ಲಿ ದಿನಾಂಕ: 02-05-2026 ರಂದು ಬೆಳಿಗ್ಗೆ 11 ಗಂಟೆಗೆ ಹಾಜರಾಗತಕ್ಕದ್ದು.: [1162, 1596, 1489, 1678]
notice-body: ಅರ್ಜಿದಾರರು: ರಾಮಸ್ವಾಮಿ ಬಿನ್ ಅಂಗಡಿರೆಡ್ಡಿ, ಸುಮಾರು 38 ವರ್ಷ, ಶಿವಮೊಗ್ಗ. ವಿರುದ್ಧ: ಮಾನ್ಯ ತಹಶೀಲ್ದಾರರು ಜನನ ಮತ್ತು ಮರಣ ನೋಂದಣಾಧಿಕಾರಿಗಳು, ಶಿವಮೊಗ್ಗ. ಸಾರ್ವಜನಿಕ ಪ್ರಕಟಣೆ: ಅರ್ಜಿದಾರರ ತಂದೆಯವರ ಮರಣ ದಿನಾಂಕ: 02-04-1973 ರ ನೋಂದಣಿಗಾಗಿ ಸಲ್ಲಿಸಿದ ಅರ್ಜಿಗೆ ಆಕ್ಷೇಪಣೆಗಳಿದ್ದಲ್ಲಿ ದಿನಾಂಕ: 06-03-2026 ರಂದು ಬೆಳಿಗ್ಗೆ 11.00 ಗಂಟೆಗೆ ಹಾಜರಾಗತಕ್ಕದ್ದು.: [793, 640, 1124, 722]
signature: ಸಹಿ/– ಕಾರ್ಯಪಾಲಕ ಇಂಜಿನಿಯರ್, ಲೋಕೋಪಯೋಗಿ ಇಲಾಖೆ, ವಿಶೇಷ ವಿಭಾಗ, ಹುಣಸೂರು: [1179, 1268, 1488, 1298]
signature-row: [421, 1758, 753, 1789]
schedule-cell: 16.03.2026 ಸಾಯಂಕಾಲ 5.20 ಗಂಟೆ: [967, 328, 1123, 369]
schedule-item: 3. ಟೆಂಡರ್ ಸಲ್ಲಿಸುವ ಕೊನೆಯ ದಿನಾಂಕ: 11.03.2026ರಂದು ಸಾಯಂಕಾಲ 4.00 ಗಂಟೆವರೆಗೆ: [1163, 669, 1488, 700]
reg-dot-icon: [554, 2354, 567, 2366]
notice-type: ಅಲ್ಪಾವಧಿ ಬಟವಾಡ ಟೆಂಡರ್ ಅಧಿಸೂಚನೆ: [1243, 985, 1408, 1000]
reg-dot-icon: [588, 2354, 601, 2366]
schedule-cell: 2: [795, 369, 812, 409]
imprint-footer: Hosadigantha kannada daily Printed & Published by P.S. Prakash on behalf of Jnanabharathi Prakashana Limited. Printed at Digantha Mudrana, New Thirthahalli Road, Shivamogga - 577201 and Published at 'Madhura Nilaya', 4th Cross, Durgigudi, Park Extension, Shivamogga 577202. Ph: (08182) 401752, 8861209076. Editor : P.S. Prakash, Group Editor : Vinayak S. Bhat.: [39, 2289, 1503, 2351]
schedule-row: [795, 328, 1123, 369]
signature-row: [52, 1758, 382, 1789]
pwd-tender-ad: [1152, 933, 1499, 1512]
office-name: ಕಾರ್ಯಪಾಲಕ ಇಂಜಿನಿಯರ್‌ರವರ ಕಛೇರಿ: [496, 203, 677, 220]
tender-ref: ಸಾವಾನಿಲ/ಸಿಸಿ–ನಂ/ಜಿಲ್ಲಾ/ಎಂಡಿ/ಮಾಹಿತಿ/864/2025–26: [422, 461, 606, 471]
case-number: ಸಿ.ಆರ್.ಮಿಸ್. ನಂ : 451/2025: [508, 1626, 665, 1641]
ref-number: ಸಂಖ್ಯೆ:ತುಮಪಾ/ಆರ/ಸಿಆರ್–80/2025–26 ದಿನಾಂಕ:04–03–2026: [1167, 264, 1484, 279]
works-row: [1163, 461, 1488, 518]
court-signature: ಸಹಿ/-ಶಿರಸ್ತೇದಾರರು, ಜೆ.ಎಂ.ಎಫ್.ಸಿ., ಹೊಳಲ್ಕೆರೆ: [618, 1264, 753, 1292]
court-signature: ಸಹಿ/-ಶಿರಸ್ತೇದಾರರು, ಜೆ.ಎಂ.ಎಫ್.ಸಿ., ಹೊಳಲ್ಕೆರೆ: [247, 369, 382, 397]
court-notice: [783, 572, 1134, 1033]
pincode: ಪಿನ್‌ಕೋಡ್–571428: [534, 243, 640, 257]
case-number: ಸಿ.ಆರ್.ಮಿಸ್. ನಂ : 439/2025: [508, 1131, 665, 1145]
reg-dot-icon: [538, 2354, 550, 2366]
registration-marks: [0, 2354, 1542, 2369]
reg-dot-icon: [571, 2354, 584, 2366]
court-notice: [42, 526, 392, 1025]
case-number: ಸಿ.ಮಿಸ್. ನಂ : 111/2026: [892, 620, 1025, 635]
works-cell: 1.: [1163, 461, 1195, 518]
reg-dot-icon: [955, 2354, 968, 2366]
org-sub: (ಕರ್ನಾಟಕ ಸರ್ಕಾರದ ಉದ್ಯಮ): [523, 184, 650, 199]
reg-dot-icon: [132, 2354, 144, 2366]
university-address: ಕೃಷಿ ನಗರ, ಧಾರವಾಡ–580 005. ಕರ್ನಾಟಕ: [848, 187, 1044, 202]
tumkur-tender-ad: [1152, 154, 1499, 921]
schedule-item: 1. ಇ–ಪೋರ್ಟಲ್‌ನಲ್ಲಿ ಟೆಂಡರ್ ದಾಖಲೆಗಳು ಜಾರಿಗೆ ಬರುವ ದಿನಾಂಕ: 05.03.2026 ರಿಂದ ದಿನಾಂಕ:11.03.2026ರ ವರೆಗೆ: [1163, 619, 1488, 650]
signature-row: [793, 1758, 1124, 1789]
court-signature: ಸಹಿ/-ಶಿರಸ್ತೇದಾರರು, ಜೆ.ಎಂ.ಎಫ್.ಸಿ., ಹೊಳಲ್ಕೆರೆ: [247, 708, 382, 735]
agri-university-ad: [783, 154, 1134, 560]
notice-body: ಅರ್ಜಿದಾರರು: 1) ಶ್ರೀಮತಿ ಅನುಸೂಯಮ್ಮ ಮತ್ತು ಇತರರು, ಹೊಳಲ್ಕೆರೆ ತಾಲ್ಲೂಕು. ವಿರುದ್ಧ: ಜನನ ಮತ್ತು ಮರಣ ನೋಂದಣಾಧಿಕಾರಿಗಳು/ಮಾನ್ಯ ತಹಶೀಲ್ದಾರ್ ರವರ ಕಚೇರಿ, ಹೊಳಲ್ಕೆರೆ. ಸಾರ್ವಜನಿಕ ಪ್ರಕಟಣೆ: ಮರಣ ದಿನಾಂಕ: 10-11-2001 ರ ನೋಂದಣಿ ಬಗ್ಗೆ ಆಕ್ಷೇಪಣೆಗಳಿದ್ದಲ್ಲಿ ದಿನಾಂಕ: 02-05-2026 ರಂದು ಬೆಳಿಗ್ಗೆ 11 ಗಂಟೆಗೆ ಹಾಜರಾಗತಕ್ಕದ್ದು.: [793, 1646, 1124, 1727]
